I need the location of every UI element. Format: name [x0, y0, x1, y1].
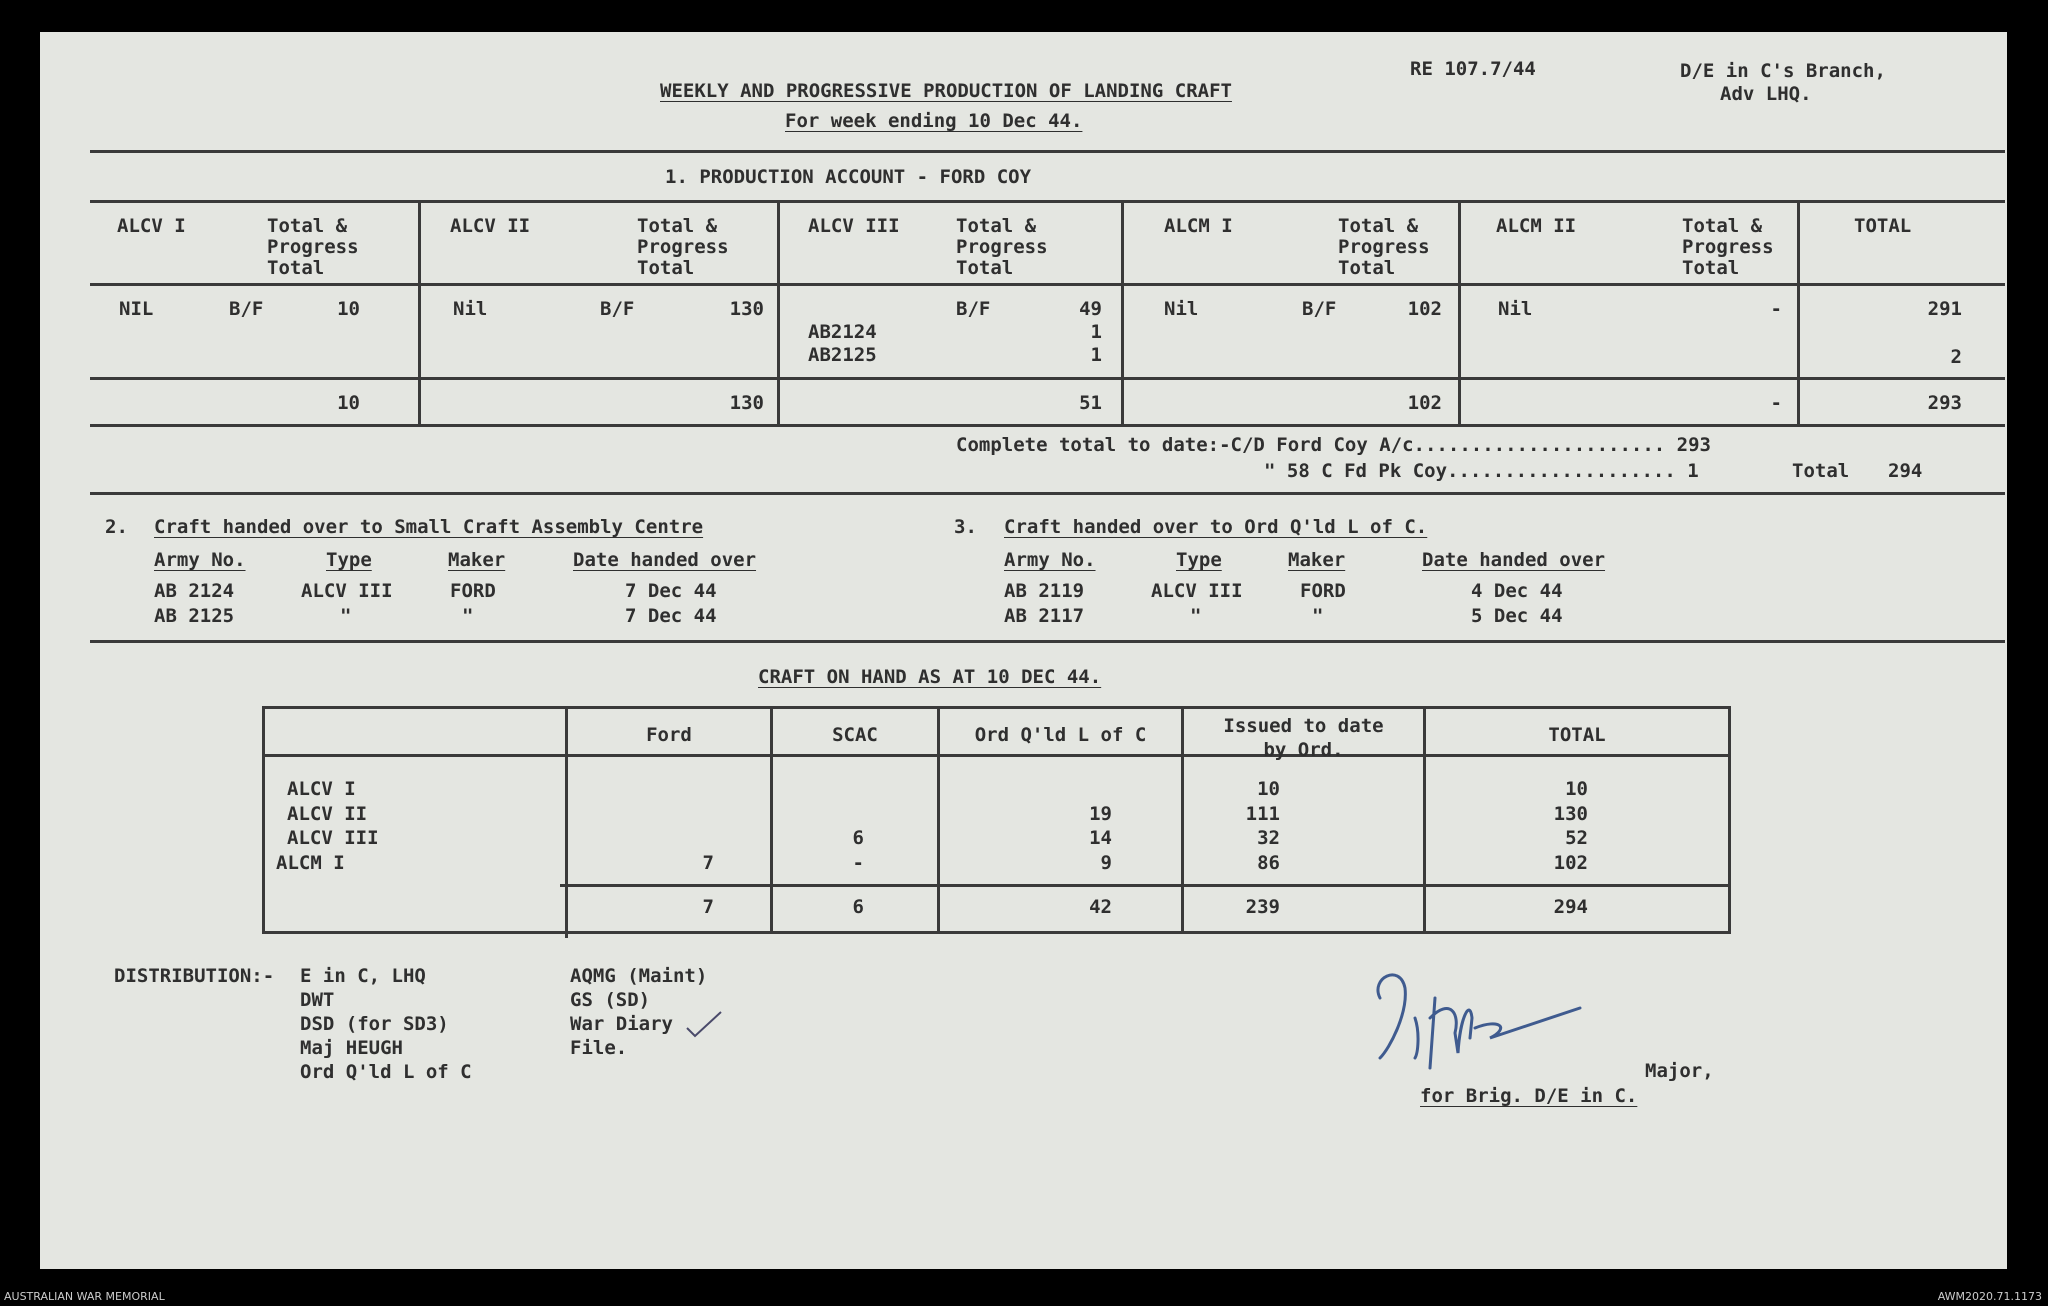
section3-header: Type [1176, 549, 1222, 571]
cell-value: B/F [956, 298, 991, 320]
on-hand-header: SCAC [832, 724, 878, 746]
checkmark-icon [685, 1010, 725, 1040]
table-border [560, 884, 1731, 887]
col-total-label: Progress [956, 236, 1048, 258]
section3-header: Date handed over [1422, 549, 1606, 571]
distribution-item: War Diary [570, 1013, 673, 1035]
col-total-label: Progress [267, 236, 359, 258]
row-total: - [1770, 392, 1782, 414]
col-total-label: Total & [956, 215, 1037, 237]
on-hand-row-label: ALCV I [287, 778, 356, 800]
complete-total-line: " 58 C Fd Pk Coy.................... 1 [1264, 460, 1699, 482]
rule [90, 492, 2005, 495]
rule [90, 150, 2005, 153]
on-hand-header: by Ord. [1263, 739, 1344, 761]
on-hand-header: Ord Q'ld L of C [974, 724, 1147, 746]
col-total-label: Progress [1682, 236, 1774, 258]
table-border [262, 706, 265, 934]
section3-cell: 5 Dec 44 [1471, 605, 1563, 627]
on-hand-cell: 19 [1089, 803, 1112, 825]
col-total-label: Total [1682, 257, 1740, 279]
on-hand-cell: 7 [702, 852, 714, 874]
distribution-item: GS (SD) [570, 989, 651, 1011]
section3-cell: AB 2119 [1004, 580, 1085, 602]
on-hand-header: Ford [646, 724, 692, 746]
on-hand-total: 6 [852, 896, 864, 918]
rule [90, 377, 2005, 380]
complete-total-line: Complete total to date:-C/D Ford Coy A/c...................... 293 [956, 434, 1711, 456]
cell-value: - [1770, 298, 1782, 320]
section2-cell: AB 2124 [154, 580, 235, 602]
distribution-item: AQMG (Maint) [570, 965, 708, 987]
column-divider [1458, 200, 1461, 426]
col-header-alcm2: ALCM II [1496, 215, 1577, 237]
cell-value: B/F [600, 298, 635, 320]
section2-cell: AB 2125 [154, 605, 235, 627]
cell-value: Nil [453, 298, 488, 320]
section3-cell: " [1312, 605, 1324, 627]
on-hand-total: 42 [1089, 896, 1112, 918]
cell-value: AB2124 [808, 321, 877, 343]
row-total: 10 [337, 392, 360, 414]
section2-header: Army No. [154, 549, 246, 571]
col-total-label: Total [1338, 257, 1396, 279]
distribution-item: DWT [300, 989, 335, 1011]
section2-header: Date handed over [573, 549, 757, 571]
section2-cell: 7 Dec 44 [625, 605, 717, 627]
col-total-label: Total & [1338, 215, 1419, 237]
row-total: 130 [729, 392, 764, 414]
section3-cell: AB 2117 [1004, 605, 1085, 627]
footer-right: AWM2020.71.1173 [1937, 1290, 2042, 1303]
distribution-label: DISTRIBUTION:- [114, 965, 275, 987]
on-hand-header: TOTAL [1548, 724, 1606, 746]
archive-footer [0, 1286, 2048, 1306]
column-divider [777, 200, 780, 426]
cell-value: 49 [1079, 298, 1102, 320]
rule [90, 200, 2005, 203]
on-hand-cell: 14 [1089, 827, 1112, 849]
document-subtitle: For week ending 10 Dec 44. [785, 110, 1083, 132]
signature-for-line: for Brig. D/E in C. [1420, 1085, 1638, 1107]
on-hand-cell: 102 [1553, 852, 1588, 874]
distribution-item: Maj HEUGH [300, 1037, 403, 1059]
cell-value: B/F [229, 298, 264, 320]
col-total-label: Total & [637, 215, 718, 237]
row-total: 293 [1927, 392, 1962, 414]
col-total-label: Total [267, 257, 325, 279]
table-border [262, 931, 1731, 934]
section3-number: 3. [954, 516, 977, 538]
cell-value: 2 [1950, 346, 1962, 368]
cell-value: AB2125 [808, 344, 877, 366]
table-border [1728, 706, 1731, 934]
col-total-label: Total [637, 257, 695, 279]
branch-line-2: Adv LHQ. [1720, 83, 1812, 105]
on-hand-cell: 9 [1100, 852, 1112, 874]
on-hand-row-label: ALCM I [276, 852, 345, 874]
col-total-label: Total & [1682, 215, 1763, 237]
section2-header: Maker [448, 549, 506, 571]
signature-icon [1360, 958, 1660, 1098]
rule [90, 283, 2005, 286]
rule [90, 424, 2005, 427]
on-hand-cell: 111 [1245, 803, 1280, 825]
cell-value: 1 [1090, 344, 1102, 366]
section3-header: Maker [1288, 549, 1346, 571]
cell-value: 1 [1090, 321, 1102, 343]
document-page [40, 32, 2007, 1269]
section3-title: Craft handed over to Ord Q'ld L of C. [1004, 516, 1428, 538]
on-hand-title: CRAFT ON HAND AS AT 10 DEC 44. [758, 666, 1102, 688]
cell-value: NIL [119, 298, 154, 320]
section2-number: 2. [105, 516, 128, 538]
on-hand-cell: 10 [1257, 778, 1280, 800]
cell-value: 130 [729, 298, 764, 320]
footer-left: AUSTRALIAN WAR MEMORIAL [4, 1290, 165, 1303]
section3-cell: " [1190, 605, 1202, 627]
on-hand-cell: 32 [1257, 827, 1280, 849]
section2-cell: " [462, 605, 474, 627]
section2-cell: FORD [450, 580, 496, 602]
on-hand-cell: 52 [1565, 827, 1588, 849]
col-header-alcm1: ALCM I [1164, 215, 1233, 237]
on-hand-total: 294 [1553, 896, 1588, 918]
on-hand-cell: 10 [1565, 778, 1588, 800]
cell-value: Nil [1164, 298, 1199, 320]
distribution-item: File. [570, 1037, 628, 1059]
col-header-alcv3: ALCV III [808, 215, 900, 237]
branch-line-1: D/E in C's Branch, [1680, 60, 1886, 82]
column-divider [1121, 200, 1124, 426]
section2-header: Type [326, 549, 372, 571]
on-hand-total: 239 [1245, 896, 1280, 918]
on-hand-row-label: ALCV III [287, 827, 379, 849]
col-total-label: Progress [1338, 236, 1430, 258]
col-header-total: TOTAL [1854, 215, 1912, 237]
on-hand-row-label: ALCV II [287, 803, 368, 825]
table-border [262, 706, 1731, 709]
col-header-alcv2: ALCV II [450, 215, 531, 237]
cell-value: 102 [1407, 298, 1442, 320]
section2-cell: 7 Dec 44 [625, 580, 717, 602]
cell-value: Nil [1498, 298, 1533, 320]
section3-cell: FORD [1300, 580, 1346, 602]
on-hand-cell: 86 [1257, 852, 1280, 874]
distribution-item: DSD (for SD3) [300, 1013, 449, 1035]
section3-cell: 4 Dec 44 [1471, 580, 1563, 602]
col-total-label: Progress [637, 236, 729, 258]
on-hand-total: 7 [702, 896, 714, 918]
column-divider [1797, 200, 1800, 426]
cell-value: 10 [337, 298, 360, 320]
on-hand-header: Issued to date [1223, 715, 1384, 737]
section3-header: Army No. [1004, 549, 1096, 571]
complete-total-value: 294 [1888, 460, 1923, 482]
row-total: 102 [1407, 392, 1442, 414]
col-header-alcv1: ALCV I [117, 215, 186, 237]
on-hand-cell: 130 [1553, 803, 1588, 825]
section3-cell: ALCV III [1151, 580, 1243, 602]
complete-total-label: Total [1792, 460, 1850, 482]
document-title: WEEKLY AND PROGRESSIVE PRODUCTION OF LANDING CRAFT [660, 80, 1232, 102]
on-hand-cell: 6 [852, 827, 864, 849]
section2-title: Craft handed over to Small Craft Assembly Centre [154, 516, 704, 538]
col-total-label: Total [956, 257, 1014, 279]
signature-rank: Major, [1645, 1060, 1714, 1082]
reference-number: RE 107.7/44 [1410, 58, 1536, 80]
on-hand-cell: - [852, 852, 864, 874]
distribution-item: E in C, LHQ [300, 965, 426, 987]
col-total-label: Total & [267, 215, 348, 237]
section1-title: 1. PRODUCTION ACCOUNT - FORD COY [665, 166, 1032, 188]
cell-value: 291 [1927, 298, 1962, 320]
section2-cell: " [340, 605, 352, 627]
cell-value: B/F [1302, 298, 1337, 320]
table-border [262, 754, 1731, 757]
rule [90, 640, 2005, 643]
distribution-item: Ord Q'ld L of C [300, 1061, 472, 1083]
column-divider [418, 200, 421, 426]
section2-cell: ALCV III [301, 580, 393, 602]
row-total: 51 [1079, 392, 1102, 414]
